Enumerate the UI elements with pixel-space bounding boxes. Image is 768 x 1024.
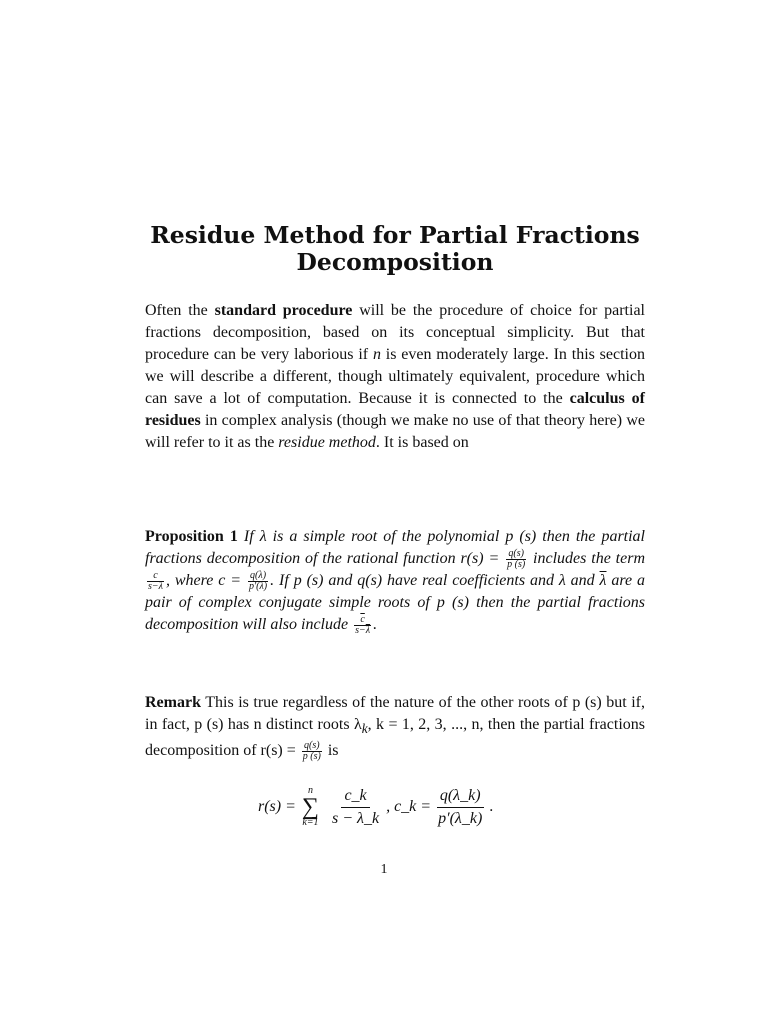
proposition-text: . If p (s) and q(s) have real coefficients and λ and <box>270 572 600 589</box>
proposition-text: includes the term <box>528 550 645 567</box>
term-residue-method: residue method <box>278 434 376 451</box>
proposition-text: If λ is a simple root of the polynomial p (s) then the partial fractions decomposition of the rational function r(s) = <box>145 528 646 567</box>
fraction-numerator: q(s) <box>506 549 526 560</box>
intro-text: is even moderately large. In this section we will describe a different, though ultimately equivalent, procedure which can save a lot of computation. Because it is connected to the <box>145 346 646 407</box>
term-calculus-of-residues: calculus of residues <box>145 390 645 429</box>
intro-text: will be the procedure of choice for partial fractions decomposition, based on its conceptual simplicity. But that procedure can be very laborious if <box>145 302 645 363</box>
fraction-numerator: c <box>147 571 164 582</box>
remark-label: Remark <box>145 694 201 711</box>
fraction-denominator: s − λ_k <box>332 809 380 827</box>
remark-text: is <box>323 742 339 760</box>
intro-text: in complex analysis (though we make no use of that theory here) we will refer to it as the <box>145 412 645 451</box>
intro-text: . It is based on <box>375 434 469 451</box>
proposition-text: , where c = <box>165 572 246 589</box>
fraction-numerator: q(λ_k) <box>437 787 484 808</box>
remark-paragraph <box>145 692 645 762</box>
equation-mid: , c_k = <box>386 798 432 815</box>
fraction-q-lambda-over-p-prime <box>248 571 268 592</box>
fraction-denominator: p′(λ_k) <box>438 809 483 827</box>
sum-upper-limit: n <box>307 785 313 796</box>
fraction-q-over-p <box>506 549 526 570</box>
denominator-part: s− <box>355 624 366 636</box>
page-number: 1 <box>380 862 388 877</box>
subscript-k: k <box>361 721 368 737</box>
fraction-numerator: $\overline{c}$ <box>354 615 371 626</box>
fraction-denominator <box>354 626 371 636</box>
denominator-lambda-bar: $\overline{\lambda}$ <box>365 624 371 636</box>
fraction-q-lambdak-over-p-prime <box>435 787 485 828</box>
proposition-text: . <box>373 616 378 633</box>
summation <box>302 786 319 828</box>
proposition-text: are a pair of complex conjugate simple roots of p (s) then the partial fractions decomposition will also include <box>145 572 645 633</box>
proposition-paragraph <box>145 526 645 636</box>
intro-text: Often the <box>145 302 215 319</box>
fraction-ck-over-s-minus-lambdak <box>329 787 382 828</box>
term-standard-procedure: standard procedure <box>214 302 353 319</box>
fraction-c-bar-over-s-minus-lambda-bar <box>354 615 371 636</box>
fraction-numerator: c_k <box>341 787 369 808</box>
fraction-denominator: p (s) <box>302 751 321 763</box>
sum-sigma: ∑ <box>301 794 320 820</box>
fraction-c-over-s-minus-lambda <box>147 571 164 592</box>
fraction-q-over-p <box>302 741 322 762</box>
fraction-denominator: p′(λ) <box>248 580 268 592</box>
proposition-label: Proposition 1 <box>145 528 238 545</box>
intro-paragraph <box>145 300 645 454</box>
page-title: Residue Method for Partial Fractions Decomposition <box>150 221 640 276</box>
equation-end: . <box>489 798 494 815</box>
equation-lhs: r(s) = <box>258 798 296 815</box>
fraction-denominator: s−λ <box>148 580 163 592</box>
fraction-numerator: q(s) <box>302 741 322 752</box>
fraction-denominator: p (s) <box>507 558 526 570</box>
fraction-numerator: q(λ) <box>248 571 268 582</box>
math-n: n <box>372 346 381 363</box>
remark-text: , k = 1, 2, 3, ..., n, then the partial fractions decomposition of r(s) = <box>145 716 646 760</box>
lambda-conjugate: $\overline{\lambda}$ <box>599 572 607 589</box>
sum-lower-limit: k=1 <box>302 817 319 828</box>
remark-text: This is true regardless of the nature of the other roots of p (s) but if, in fact, p (s) has n distinct roots λ <box>145 694 645 733</box>
display-equation <box>258 782 493 832</box>
